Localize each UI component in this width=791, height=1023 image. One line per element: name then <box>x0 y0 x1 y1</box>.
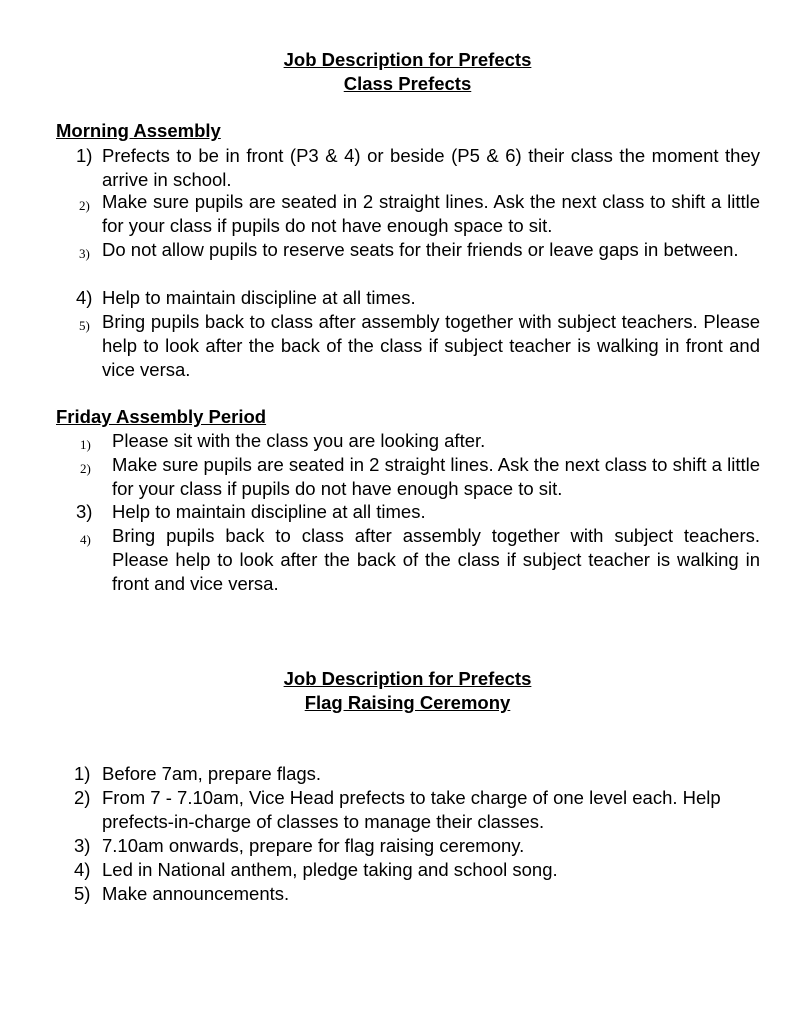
list-item <box>76 310 760 382</box>
page-subtitle: Class Prefects <box>343 73 472 94</box>
list-number: 1) <box>80 437 91 452</box>
list-item <box>76 238 760 262</box>
list-number: 4) <box>76 287 93 308</box>
list-text: Make sure pupils are seated in 2 straight lines. Ask the next class to shift a little for your class if pupils do not have enough space to sit. <box>102 191 760 236</box>
section-heading: Morning Assembly <box>56 120 221 141</box>
section-heading: Friday Assembly Period <box>56 406 267 427</box>
list-item <box>76 500 760 524</box>
list-number: 4) <box>74 859 91 880</box>
list-text: Prefects to be in front (P3 & 4) or beside (P5 & 6) their class the moment they arrive in school. <box>102 145 760 190</box>
list-number: 5) <box>74 883 91 904</box>
list-item <box>76 524 760 596</box>
list-number: 4) <box>80 532 91 547</box>
list-number: 2) <box>79 198 90 213</box>
list-item <box>76 144 760 192</box>
list-item <box>74 786 764 834</box>
list-number: 1) <box>74 763 91 784</box>
page-title: Job Description for Prefects <box>283 49 532 70</box>
list-text: 7.10am onwards, prepare for flag raising ceremony. <box>102 835 525 856</box>
list-text: Led in National anthem, pledge taking and school song. <box>102 859 558 880</box>
list-number: 5) <box>79 318 90 333</box>
list-item <box>76 453 760 501</box>
list-text: Help to maintain discipline at all times. <box>112 501 426 522</box>
list-text: Before 7am, prepare flags. <box>102 763 322 784</box>
list-item <box>74 834 764 858</box>
list-item <box>76 286 760 310</box>
list-number: 2) <box>74 787 91 808</box>
list-text: Help to maintain discipline at all times. <box>102 287 416 308</box>
list-number: 1) <box>76 145 93 166</box>
page-title: Job Description for Prefects <box>283 668 532 689</box>
list-text: Bring pupils back to class after assembly together with subject teachers. Please help to look after the back of the class if subject teacher is walking in front and vice versa. <box>112 525 760 594</box>
list-number: 3) <box>76 501 93 522</box>
list-item <box>74 858 764 882</box>
list-item <box>76 429 760 453</box>
list-item <box>74 762 764 786</box>
list-text: Make announcements. <box>102 883 290 904</box>
list-text: Please sit with the class you are looking after. <box>112 430 486 451</box>
list-text: Make sure pupils are seated in 2 straight lines. Ask the next class to shift a little for your class if pupils do not have enough space to sit. <box>112 454 760 499</box>
list-number: 2) <box>80 461 91 476</box>
list-number: 3) <box>74 835 91 856</box>
list-text: Do not allow pupils to reserve seats for their friends or leave gaps in between. <box>102 239 739 260</box>
list-item <box>74 882 764 906</box>
list-item <box>76 190 760 238</box>
list-text: From 7 - 7.10am, Vice Head prefects to take charge of one level each. Help prefects-in-charge of classes to manage their classes. <box>102 787 721 832</box>
page-subtitle: Flag Raising Ceremony <box>304 692 511 713</box>
list-number: 3) <box>79 246 90 261</box>
list-text: Bring pupils back to class after assembly together with subject teachers. Please help to look after the back of the class if subject teacher is walking in front and vice versa. <box>102 311 760 380</box>
